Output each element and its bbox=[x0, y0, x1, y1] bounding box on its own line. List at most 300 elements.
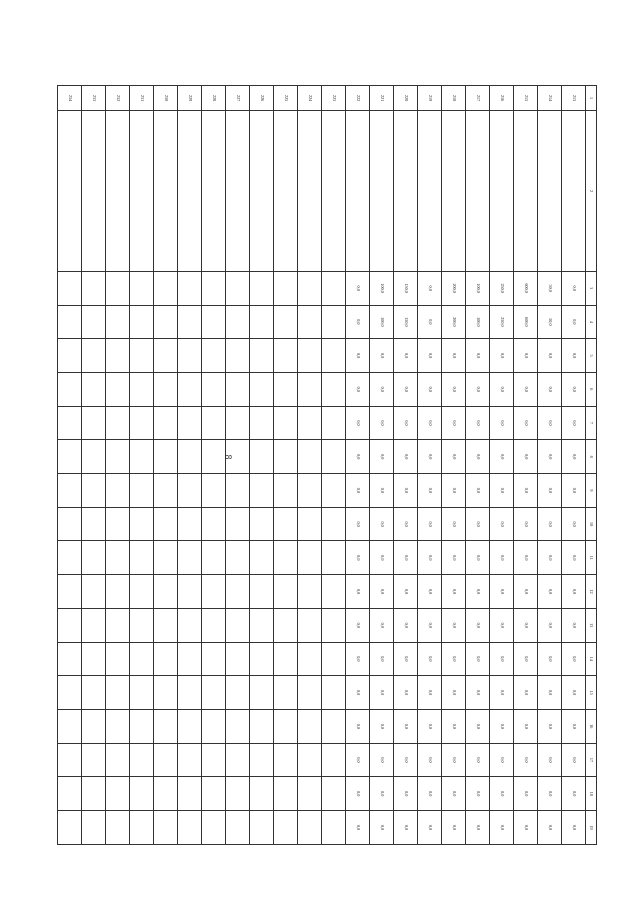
table-cell: 0,0 bbox=[562, 642, 586, 676]
table-cell: 0,0 bbox=[442, 811, 466, 845]
table-cell bbox=[250, 608, 274, 642]
table-cell: 0,0 bbox=[370, 474, 394, 508]
table-cell: 100,0 bbox=[370, 271, 394, 305]
column-number: 16 bbox=[586, 709, 597, 743]
table-cell: 0,0 bbox=[538, 709, 562, 743]
table-cell bbox=[58, 811, 82, 845]
table-cell: 0,0 bbox=[514, 743, 538, 777]
table-cell bbox=[130, 743, 154, 777]
table-cell bbox=[250, 271, 274, 305]
table-cell bbox=[58, 575, 82, 609]
row-number: 218 bbox=[442, 86, 466, 111]
table-cell: 0,0 bbox=[370, 440, 394, 474]
table-cell: 0,0 bbox=[490, 372, 514, 406]
table-cell bbox=[178, 743, 202, 777]
table-cell: 0,0 bbox=[562, 406, 586, 440]
table-cell: 0,0 bbox=[490, 811, 514, 845]
table-cell: 0,0 bbox=[490, 440, 514, 474]
table-cell bbox=[106, 440, 130, 474]
column-number: 15 bbox=[586, 676, 597, 710]
table-cell bbox=[82, 339, 106, 373]
table-cell bbox=[298, 642, 322, 676]
table-cell: 0,0 bbox=[442, 743, 466, 777]
table-cell bbox=[178, 709, 202, 743]
table-cell: 200,0 bbox=[442, 305, 466, 339]
table-cell bbox=[274, 474, 298, 508]
table-cell: 0,0 bbox=[346, 440, 370, 474]
table-cell: 0,0 bbox=[562, 541, 586, 575]
row-number: 226 bbox=[250, 86, 274, 111]
table-cell: 0,0 bbox=[418, 676, 442, 710]
table-cell bbox=[154, 608, 178, 642]
table-cell bbox=[58, 372, 82, 406]
table-cell bbox=[226, 608, 250, 642]
row-number: 227 bbox=[226, 86, 250, 111]
table-cell: 0,0 bbox=[466, 642, 490, 676]
table-cell bbox=[250, 507, 274, 541]
table-cell: 0,0 bbox=[490, 541, 514, 575]
table-cell: 0,0 bbox=[370, 642, 394, 676]
row-name bbox=[226, 111, 250, 272]
row-number: 231 bbox=[130, 86, 154, 111]
column-number: 2 bbox=[586, 111, 597, 272]
table-cell bbox=[130, 406, 154, 440]
table-cell bbox=[322, 406, 346, 440]
table-cell bbox=[58, 440, 82, 474]
row-name bbox=[322, 111, 346, 272]
table-cell bbox=[130, 642, 154, 676]
table-cell bbox=[106, 339, 130, 373]
table-cell bbox=[130, 372, 154, 406]
column-number: 1 bbox=[586, 86, 597, 111]
table-cell: 0,0 bbox=[394, 709, 418, 743]
table-cell bbox=[322, 339, 346, 373]
table-row bbox=[250, 86, 274, 845]
table-cell bbox=[82, 507, 106, 541]
table-cell bbox=[202, 474, 226, 508]
table-cell: 0,0 bbox=[346, 676, 370, 710]
table-cell bbox=[130, 339, 154, 373]
table-cell: 0,0 bbox=[538, 372, 562, 406]
table-cell: 0,0 bbox=[394, 474, 418, 508]
table-cell bbox=[298, 474, 322, 508]
table-cell bbox=[274, 406, 298, 440]
table-cell bbox=[298, 811, 322, 845]
table-cell: 0,0 bbox=[490, 777, 514, 811]
table-cell: 0,0 bbox=[370, 608, 394, 642]
table-cell bbox=[82, 271, 106, 305]
table-cell: 0,0 bbox=[562, 271, 586, 305]
table-cell: 0,0 bbox=[490, 743, 514, 777]
table-cell: 0,0 bbox=[370, 406, 394, 440]
table-cell bbox=[82, 709, 106, 743]
table-cell bbox=[58, 642, 82, 676]
table-cell bbox=[178, 305, 202, 339]
table-cell: 0,0 bbox=[514, 507, 538, 541]
row-name bbox=[58, 111, 82, 272]
table-cell: 0,0 bbox=[346, 406, 370, 440]
table-cell: 0,0 bbox=[562, 575, 586, 609]
table-row bbox=[226, 86, 250, 845]
table-cell bbox=[202, 777, 226, 811]
row-number: 225 bbox=[274, 86, 298, 111]
table-cell: 0,0 bbox=[562, 743, 586, 777]
table-cell: 0,0 bbox=[466, 541, 490, 575]
table-cell bbox=[298, 575, 322, 609]
table-cell bbox=[250, 305, 274, 339]
table-cell: 0,0 bbox=[442, 608, 466, 642]
table-row bbox=[154, 86, 178, 845]
column-number: 19 bbox=[586, 811, 597, 845]
table-cell bbox=[82, 406, 106, 440]
table-cell: 0,0 bbox=[466, 709, 490, 743]
table-cell: 0,0 bbox=[418, 271, 442, 305]
table-cell: 0,0 bbox=[370, 575, 394, 609]
table-cell: 0,0 bbox=[394, 440, 418, 474]
row-name bbox=[370, 111, 394, 272]
table-cell bbox=[322, 440, 346, 474]
row-name bbox=[538, 111, 562, 272]
table-cell: 0,0 bbox=[514, 642, 538, 676]
table-cell: 0,0 bbox=[346, 642, 370, 676]
table-cell bbox=[298, 339, 322, 373]
table-cell: 0,0 bbox=[466, 777, 490, 811]
table-cell: 0,0 bbox=[418, 339, 442, 373]
table-cell: 0,0 bbox=[418, 608, 442, 642]
table-cell: 0,0 bbox=[346, 709, 370, 743]
table-cell: 0,0 bbox=[346, 575, 370, 609]
table-cell: 0,0 bbox=[538, 406, 562, 440]
table-cell bbox=[226, 305, 250, 339]
table-cell bbox=[154, 743, 178, 777]
table-cell: 0,0 bbox=[538, 676, 562, 710]
table-cell bbox=[298, 676, 322, 710]
table-cell: 0,0 bbox=[562, 608, 586, 642]
table-cell bbox=[298, 709, 322, 743]
table-cell bbox=[58, 339, 82, 373]
table-row bbox=[130, 86, 154, 845]
table-cell: 0,0 bbox=[562, 811, 586, 845]
table-cell bbox=[226, 507, 250, 541]
row-number: 216 bbox=[490, 86, 514, 111]
row-number: 232 bbox=[106, 86, 130, 111]
table-cell bbox=[250, 440, 274, 474]
table-cell: 0,0 bbox=[514, 372, 538, 406]
table-cell bbox=[250, 811, 274, 845]
page-number: 8 bbox=[223, 454, 234, 460]
table-cell bbox=[202, 305, 226, 339]
table-cell bbox=[226, 474, 250, 508]
table-cell bbox=[274, 372, 298, 406]
row-name bbox=[562, 111, 586, 272]
row-name bbox=[130, 111, 154, 272]
table-cell bbox=[106, 642, 130, 676]
table-cell bbox=[202, 406, 226, 440]
table-cell: 0,0 bbox=[370, 676, 394, 710]
table-cell bbox=[202, 339, 226, 373]
table-cell bbox=[202, 743, 226, 777]
table-cell: 0,0 bbox=[490, 709, 514, 743]
table-row bbox=[466, 86, 490, 845]
table-cell bbox=[130, 474, 154, 508]
table-cell bbox=[226, 440, 250, 474]
table-cell: 0,0 bbox=[442, 676, 466, 710]
table-cell: 0,0 bbox=[418, 811, 442, 845]
table-cell: 0,0 bbox=[346, 271, 370, 305]
table-cell bbox=[274, 305, 298, 339]
table-cell: 0,0 bbox=[490, 406, 514, 440]
table-cell bbox=[322, 608, 346, 642]
table-row bbox=[274, 86, 298, 845]
row-number: 228 bbox=[202, 86, 226, 111]
column-number: 8 bbox=[586, 440, 597, 474]
table-cell: 0,0 bbox=[466, 406, 490, 440]
table-cell: 50,0 bbox=[538, 271, 562, 305]
table-cell bbox=[154, 575, 178, 609]
table-row bbox=[370, 86, 394, 845]
table-cell bbox=[58, 541, 82, 575]
table-cell: 150,0 bbox=[394, 305, 418, 339]
table-cell: 100,0 bbox=[466, 305, 490, 339]
table-cell bbox=[226, 777, 250, 811]
table-cell: 0,0 bbox=[562, 777, 586, 811]
table-cell bbox=[274, 743, 298, 777]
table-cell bbox=[58, 271, 82, 305]
table-cell bbox=[226, 811, 250, 845]
row-name bbox=[418, 111, 442, 272]
table-cell bbox=[202, 608, 226, 642]
column-number: 17 bbox=[586, 743, 597, 777]
table-cell bbox=[82, 575, 106, 609]
table-cell: 600,0 bbox=[514, 305, 538, 339]
table-cell: 0,0 bbox=[538, 811, 562, 845]
table-cell bbox=[202, 271, 226, 305]
table-cell: 0,0 bbox=[538, 507, 562, 541]
table-cell bbox=[250, 339, 274, 373]
table-cell bbox=[106, 608, 130, 642]
table-cell: 0,0 bbox=[514, 541, 538, 575]
table-cell bbox=[106, 743, 130, 777]
table-cell: 0,0 bbox=[514, 777, 538, 811]
table-cell bbox=[130, 575, 154, 609]
table-cell bbox=[226, 676, 250, 710]
row-name bbox=[202, 111, 226, 272]
table-cell bbox=[178, 339, 202, 373]
table-cell: 0,0 bbox=[418, 777, 442, 811]
column-number-row bbox=[586, 86, 597, 845]
table-cell bbox=[274, 709, 298, 743]
table-row bbox=[538, 86, 562, 845]
table-cell bbox=[226, 642, 250, 676]
table-cell bbox=[154, 372, 178, 406]
table-cell: 0,0 bbox=[562, 339, 586, 373]
table-cell bbox=[82, 440, 106, 474]
table-cell: 0,0 bbox=[514, 440, 538, 474]
table-cell: 0,0 bbox=[418, 743, 442, 777]
column-number: 4 bbox=[586, 305, 597, 339]
table-cell: 0,0 bbox=[490, 608, 514, 642]
table-cell bbox=[322, 575, 346, 609]
table-cell: 0,0 bbox=[370, 811, 394, 845]
table-cell: 0,0 bbox=[418, 440, 442, 474]
row-number: 213 bbox=[562, 86, 586, 111]
table-cell bbox=[106, 575, 130, 609]
row-name bbox=[442, 111, 466, 272]
table-cell: 0,0 bbox=[514, 709, 538, 743]
column-number: 18 bbox=[586, 777, 597, 811]
table-cell: 0,0 bbox=[394, 372, 418, 406]
table-cell bbox=[130, 305, 154, 339]
table-cell bbox=[130, 811, 154, 845]
table-cell bbox=[130, 777, 154, 811]
table-cell bbox=[250, 474, 274, 508]
row-name bbox=[154, 111, 178, 272]
table-cell bbox=[274, 777, 298, 811]
table-container bbox=[57, 85, 597, 845]
table-cell: 0,0 bbox=[538, 339, 562, 373]
table-cell: 0,0 bbox=[346, 743, 370, 777]
table-cell: 0,0 bbox=[394, 608, 418, 642]
table-cell bbox=[154, 777, 178, 811]
row-name bbox=[274, 111, 298, 272]
table-row bbox=[58, 86, 82, 845]
table-cell: 0,0 bbox=[394, 642, 418, 676]
table-cell: 0,0 bbox=[442, 339, 466, 373]
table-cell bbox=[202, 541, 226, 575]
table-cell: 0,0 bbox=[370, 743, 394, 777]
table-cell bbox=[202, 507, 226, 541]
row-number: 229 bbox=[178, 86, 202, 111]
table-cell: 0,0 bbox=[418, 507, 442, 541]
table-cell bbox=[106, 676, 130, 710]
table-cell bbox=[322, 474, 346, 508]
table-cell bbox=[58, 608, 82, 642]
table-cell bbox=[322, 541, 346, 575]
table-cell: 0,0 bbox=[514, 339, 538, 373]
table-cell: 0,0 bbox=[346, 305, 370, 339]
table-cell bbox=[274, 575, 298, 609]
table-cell: 0,0 bbox=[346, 608, 370, 642]
table-cell bbox=[226, 406, 250, 440]
table-cell bbox=[322, 305, 346, 339]
table-cell bbox=[250, 642, 274, 676]
table-cell bbox=[106, 271, 130, 305]
table-cell bbox=[130, 440, 154, 474]
table-row bbox=[490, 86, 514, 845]
table-cell bbox=[178, 608, 202, 642]
table-cell: 0,0 bbox=[466, 811, 490, 845]
table-cell: 0,0 bbox=[514, 811, 538, 845]
table-row bbox=[442, 86, 466, 845]
column-number: 10 bbox=[586, 507, 597, 541]
table-cell bbox=[130, 608, 154, 642]
table-cell: 0,0 bbox=[466, 507, 490, 541]
data-table bbox=[57, 85, 597, 845]
column-number: 5 bbox=[586, 339, 597, 373]
table-cell bbox=[82, 777, 106, 811]
table-cell: 0,0 bbox=[466, 440, 490, 474]
table-row bbox=[514, 86, 538, 845]
table-cell bbox=[106, 777, 130, 811]
table-cell bbox=[202, 372, 226, 406]
table-cell bbox=[58, 777, 82, 811]
column-number: 9 bbox=[586, 474, 597, 508]
table-cell bbox=[298, 541, 322, 575]
table-cell bbox=[82, 305, 106, 339]
table-cell: 250,0 bbox=[490, 305, 514, 339]
table-cell: 0,0 bbox=[562, 372, 586, 406]
table-cell bbox=[250, 575, 274, 609]
table-cell: 0,0 bbox=[418, 642, 442, 676]
table-cell bbox=[106, 709, 130, 743]
table-cell: 0,0 bbox=[514, 474, 538, 508]
row-number: 233 bbox=[82, 86, 106, 111]
table-cell bbox=[274, 507, 298, 541]
table-cell: 200,0 bbox=[442, 271, 466, 305]
table-row bbox=[298, 86, 322, 845]
table-cell: 0,0 bbox=[490, 642, 514, 676]
table-cell: 0,0 bbox=[466, 372, 490, 406]
table-cell: 0,0 bbox=[418, 406, 442, 440]
table-cell bbox=[226, 541, 250, 575]
column-number: 6 bbox=[586, 372, 597, 406]
table-cell: 0,0 bbox=[538, 541, 562, 575]
table-cell bbox=[322, 709, 346, 743]
row-name bbox=[82, 111, 106, 272]
table-cell: 0,0 bbox=[514, 608, 538, 642]
table-cell bbox=[58, 743, 82, 777]
table-row bbox=[82, 86, 106, 845]
table-cell bbox=[130, 676, 154, 710]
table-row bbox=[394, 86, 418, 845]
table-cell bbox=[298, 305, 322, 339]
table-cell: 250,0 bbox=[490, 271, 514, 305]
table-cell: 0,0 bbox=[538, 608, 562, 642]
table-cell: 0,0 bbox=[394, 575, 418, 609]
table-cell: 0,0 bbox=[490, 507, 514, 541]
row-number: 219 bbox=[418, 86, 442, 111]
table-cell bbox=[274, 676, 298, 710]
table-cell: 0,0 bbox=[370, 777, 394, 811]
table-cell bbox=[298, 271, 322, 305]
table-cell bbox=[226, 372, 250, 406]
table-cell bbox=[82, 474, 106, 508]
row-number: 221 bbox=[370, 86, 394, 111]
table-cell bbox=[178, 676, 202, 710]
table-cell: 0,0 bbox=[490, 575, 514, 609]
table-cell: 0,0 bbox=[346, 541, 370, 575]
table-cell bbox=[58, 406, 82, 440]
table-cell bbox=[82, 608, 106, 642]
table-cell bbox=[154, 339, 178, 373]
table-row bbox=[418, 86, 442, 845]
table-cell: 0,0 bbox=[514, 575, 538, 609]
table-cell bbox=[106, 507, 130, 541]
table-cell: 0,0 bbox=[442, 372, 466, 406]
table-cell bbox=[322, 743, 346, 777]
table-cell bbox=[106, 305, 130, 339]
table-cell bbox=[322, 642, 346, 676]
table-cell: 0,0 bbox=[442, 474, 466, 508]
table-cell: 150,0 bbox=[394, 271, 418, 305]
table-cell bbox=[178, 474, 202, 508]
table-cell: 0,0 bbox=[442, 575, 466, 609]
table-cell bbox=[226, 575, 250, 609]
row-number: 215 bbox=[514, 86, 538, 111]
table-row bbox=[106, 86, 130, 845]
table-cell: 0,0 bbox=[538, 440, 562, 474]
table-cell bbox=[250, 406, 274, 440]
